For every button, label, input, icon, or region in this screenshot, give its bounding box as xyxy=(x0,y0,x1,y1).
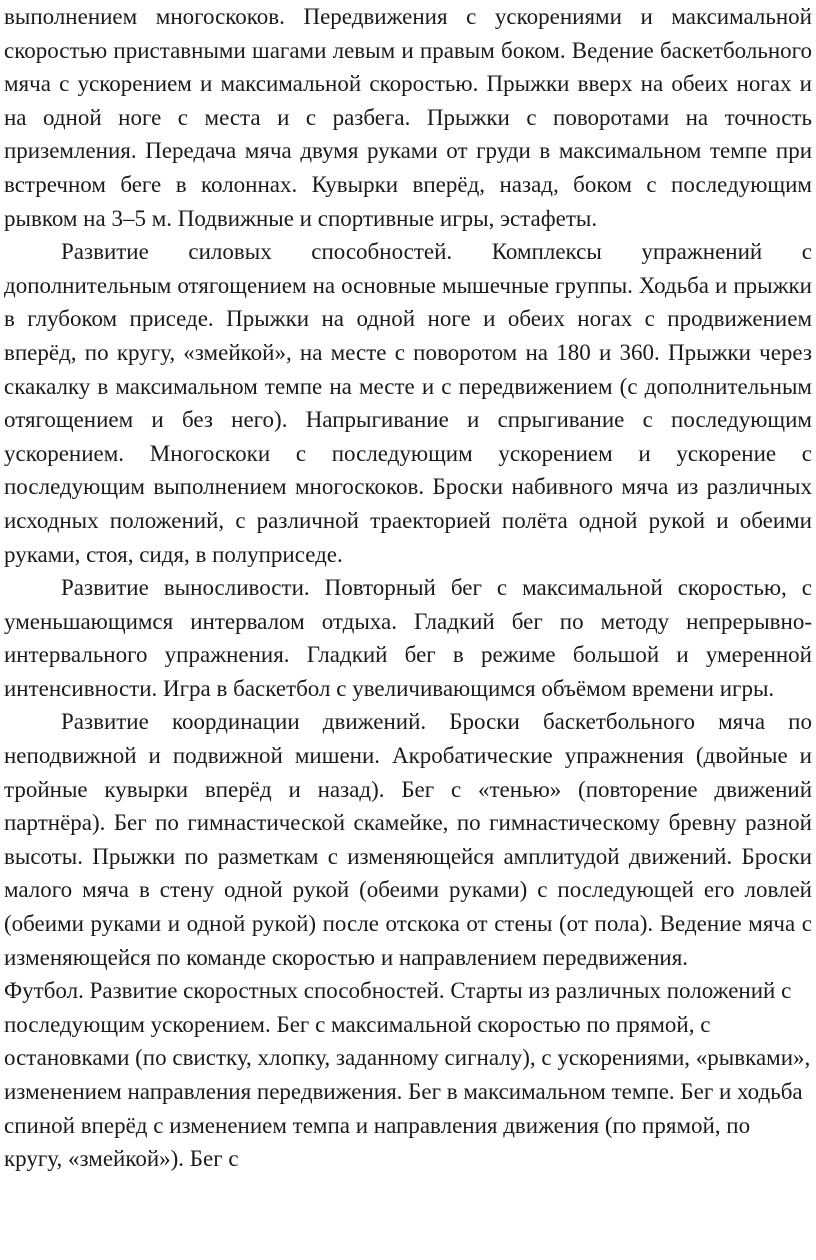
paragraph-continuation: выполнением многоскоков. Передвижения с ускорениями и максимальной скоростью приставными шагами левым и правым боком. Ведение баскетбольного мяча с ускорением и максимальной скоростью. Прыжки вверх на обеих ногах и на одной ноге с места и с разбега. Прыжки с поворотами на точность приземления. Передача мяча двумя руками от груди в максимальном темпе при встречном беге в колоннах. Кувырки вперёд, назад, боком с последующим рывком на 3–5 м. Подвижные и спортивные игры, эстафеты. xyxy=(4,4,812,231)
document-page xyxy=(4,0,812,1176)
paragraph-football: Футбол. Развитие скоростных способностей. Старты из различных положений с последующим ускорением. Бег с максимальной скоростью по прямой, с остановками (по свистку, хлопку, заданному сигналу), с ускорениями, «рывками», изменением направления передвижения. Бег в максимальном темпе. Бег и ходьба спиной вперёд с изменением темпа и направления движения (по прямой, по кругу, «змейкой»). Бег с xyxy=(4,978,811,1172)
paragraph-endurance: Развитие выносливости. Повторный бег с максимальной скоростью, с уменьшающимся интервалом отдыха. Гладкий бег по методу непрерывно-интервального упражнения. Гладкий бег в режиме большой и умеренной интенсивности. Игра в баскетбол с увеличивающимся объёмом времени игры. xyxy=(4,575,812,701)
paragraph-coordination: Развитие координации движений. Броски баскетбольного мяча по неподвижной и подвижной мишени. Акробатические упражнения (двойные и тройные кувырки вперёд и назад). Бег с «тенью» (повторение движений партнёра). Бег по гимнастической скамейке, по гимнастическому бревну разной высоты. Прыжки по разметкам с изменяющейся амплитудой движений. Броски малого мяча в стену одной рукой (обеими руками) с последующей его ловлей (обеими руками и одной рукой) после отскока от стены (от пола). Ведение мяча с изменяющейся по команде скоростью и направлением передвижения. xyxy=(4,709,812,970)
paragraph-strength: Развитие силовых способностей. Комплексы упражнений с дополнительным отягощением на основные мышечные группы. Ходьба и прыжки в глубоком приседе. Прыжки на одной ноге и обеих ногах с продвижением вперёд, по кругу, «змейкой», на месте с поворотом на 180 и 360. Прыжки через скакалку в максимальном темпе на месте и с передвижением (с дополнительным отягощением и без него). Напрыгивание и спрыгивание с последующим ускорением. Многоскоки с последующим ускорением и ускорение с последующим выполнением многоскоков. Броски набивного мяча из различных исходных положений, с различной траекторией полёта одной рукой и обеими руками, стоя, сидя, в полуприседе. xyxy=(4,239,812,567)
